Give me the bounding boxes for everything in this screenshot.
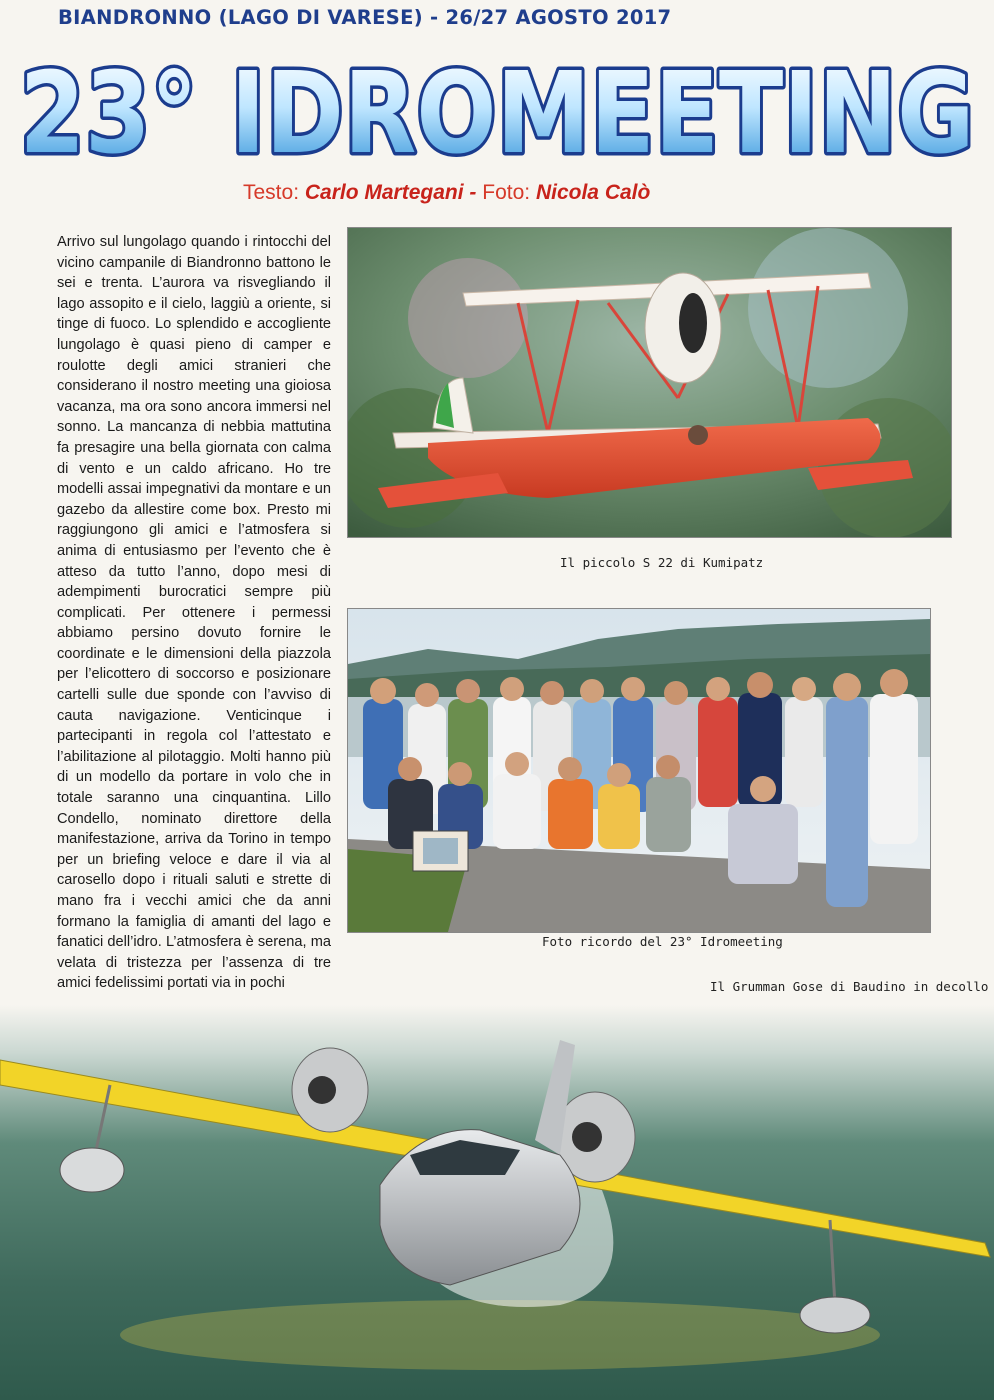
- caption-top-photo: Il piccolo S 22 di Kumipatz: [560, 555, 764, 570]
- article-body: Arrivo sul lungolago quando i rintocchi del vicino campanile di Biandronno battono le sei e trenta. L’aurora va risvegliando il lago assopito e il cielo, laggiù a oriente, si tinge di fuoco. Lo splendido e accogliente lungolago è quasi pieno di camper e roulotte degli amici stranieri che considerano il nostro meeting una gioiosa vacanza, ma ora sono ancora immersi nel sonno. La mancanza di nebbia mattutina fa presagire una bella giornata con calma di vento e un caldo africano. Ho tre modelli assai impegnativi da montare e un gazebo da allestire come box. Presto mi raggiungono gli amici e l’atmosfera si anima di entusiasmo per l’evento che è atteso da tutto l’anno, dopo mesi di adempimenti burocratici sempre più complicati. Per ottenere i permessi abbiamo persino dovuto fornire le coordinate e le dimensioni della piazzola per l’elicottero di soccorso e posizionare cartelli sulle due sponde con l’avviso di cauta navigazione. Venticinque i partecipanti in regola col l’attestato e l’abilitazione al pilotaggio. Molti hanno più di un modello da portare in volo che in totale saranno una cinquantina. Lillo Condello, nominato direttore della manifestazione, arriva da Torino in tempo per un briefing veloce e dare il via al carosello dopo i rituali saluti e strette di mano fra i vecchi amici che da anni formano la famiglia di amanti del lago e fanatici dell’idro. L’atmosfera è serena, ma velata di tristezza per l’assenza di tre amici fedelissimi portati via in pochi: [57, 234, 331, 992]
- event-kicker: BIANDRONNO (LAGO DI VARESE) - 26/27 AGOSTO 2017: [58, 6, 672, 29]
- byline: [243, 181, 943, 205]
- byline-separator: -: [469, 181, 477, 204]
- byline-photographer: Nicola Calò: [535, 181, 651, 204]
- photo-s22-biplane: [347, 227, 952, 538]
- photo-grumman-goose: [0, 1005, 994, 1400]
- caption-bottom-photo: Il Grumman Gose di Baudino in decollo: [710, 979, 989, 994]
- headline: [0, 42, 994, 177]
- caption-group-photo: Foto ricordo del 23° Idromeeting: [542, 934, 783, 949]
- photo-group: [347, 608, 931, 933]
- byline-photo-label: Foto:: [482, 181, 531, 204]
- byline-author: Carlo Martegani: [304, 181, 464, 204]
- headline-text: 23° IDROMEETING: [19, 49, 975, 177]
- byline-text-label: Testo:: [243, 181, 300, 204]
